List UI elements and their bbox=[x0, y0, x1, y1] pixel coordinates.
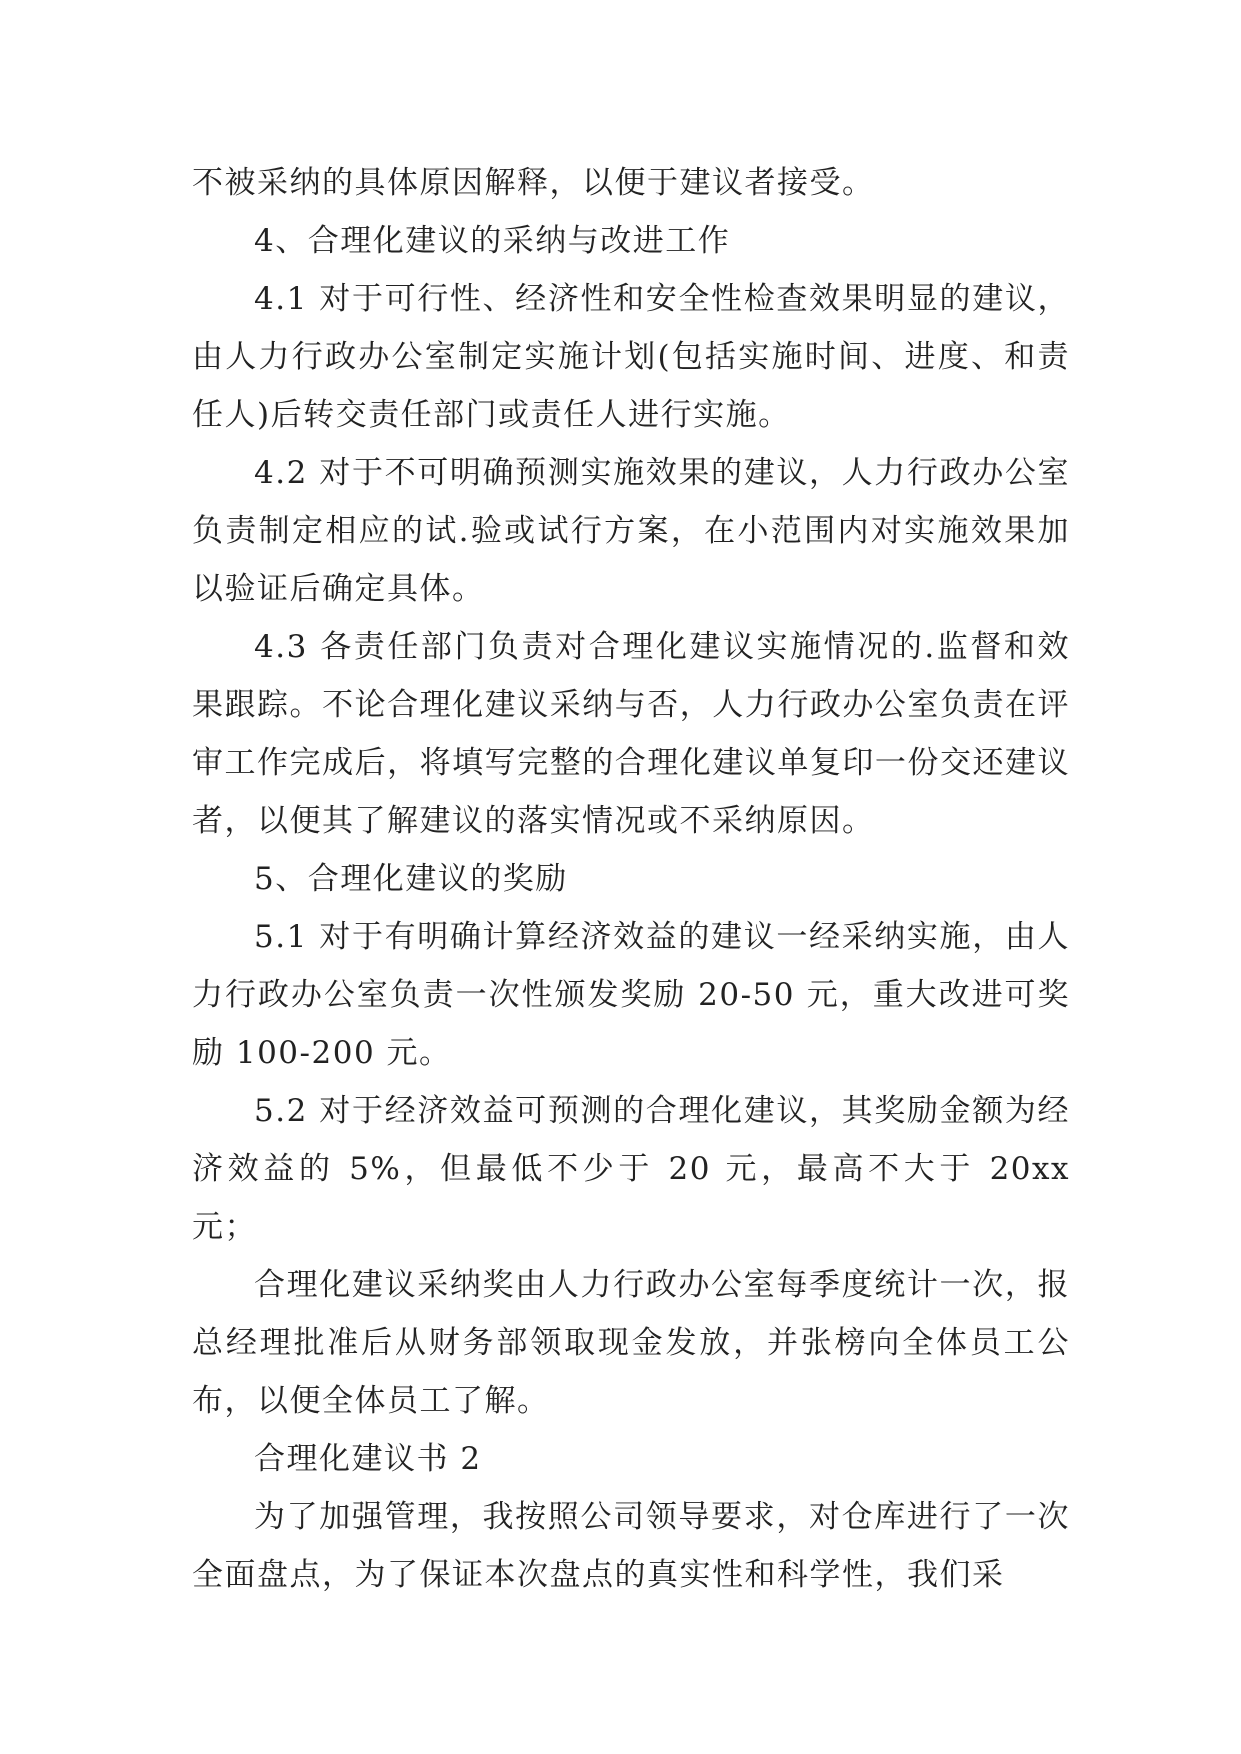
paragraph-award-summary: 合理化建议采纳奖由人力行政办公室每季度统计一次，报总经理批准后从财务部领取现金发放，并张榜向全体员工公布，以便全体员工了解。 bbox=[192, 1267, 1070, 1419]
paragraph-4-2: 4.2 对于不可明确预测实施效果的建议，人力行政办公室负责制定相应的试.验或试行方案，在小范围内对实施效果加以验证后确定具体。 bbox=[192, 455, 1070, 607]
section-heading-5: 5、合理化建议的奖励 bbox=[254, 861, 568, 897]
paragraph-4-1: 4.1 对于可行性、经济性和安全性检查效果明显的建议，由人力行政办公室制定实施计划(包括实施时间、进度、和责任人)后转交责任部门或责任人进行实施。 bbox=[192, 281, 1070, 433]
paragraph-5-2: 5.2 对于经济效益可预测的合理化建议，其奖励金额为经济效益的 5%，但最低不少于 20 元，最高不大于 20xx 元； bbox=[192, 1093, 1070, 1245]
paragraph-continuation: 不被采纳的具体原因解释，以便于建议者接受。 bbox=[192, 165, 875, 201]
paragraph-5-1: 5.1 对于有明确计算经济效益的建议一经采纳实施，由人力行政办公室负责一次性颁发奖励 20-50 元，重大改进可奖励 100-200 元。 bbox=[192, 919, 1070, 1071]
paragraph-4-3: 4.3 各责任部门负责对合理化建议实施情况的.监督和效果跟踪。不论合理化建议采纳与否，人力行政办公室负责在评审工作完成后，将填写完整的合理化建议单复印一份交还建议者，以便其了解建议的落实情况或不采纳原因。 bbox=[192, 629, 1070, 839]
document-subtitle: 合理化建议书 2 bbox=[254, 1441, 482, 1477]
section-heading-4: 4、合理化建议的采纳与改进工作 bbox=[254, 223, 731, 259]
paragraph-intro-2: 为了加强管理，我按照公司领导要求，对仓库进行了一次全面盘点，为了保证本次盘点的真实性和科学性，我们采 bbox=[192, 1499, 1070, 1593]
document-body bbox=[192, 154, 1070, 1604]
